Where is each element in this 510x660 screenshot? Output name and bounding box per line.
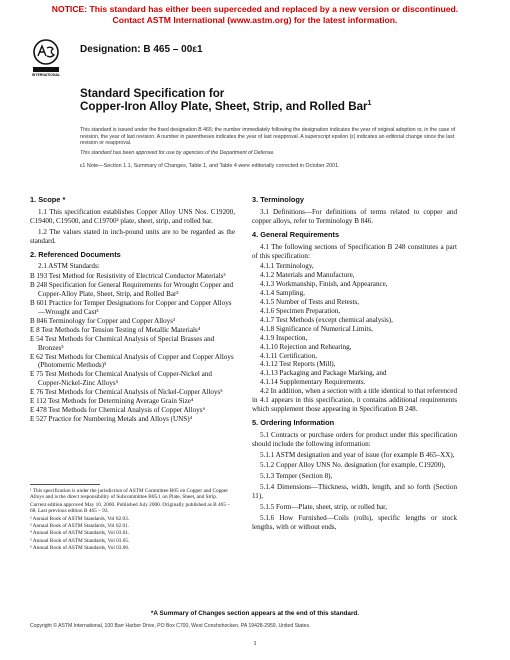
title-line-2: Copper-Iron Alloy Plate, Sheet, Strip, and Rolled Bar (80, 100, 368, 113)
footnote: ³ Annual Book of ASTM Standards, Vol 02.01. (30, 523, 130, 530)
list-item: 4.1.7 Test Methods (except chemical analysis), (260, 315, 393, 324)
list-item: 5.1.5 Form—Plate, sheet, strip, or rolled bar, (260, 503, 387, 512)
ref-item: E 75 Test Methods for Chemical Analysis of Copper-Nickel and Copper-Nickel-Zinc Alloys⁵ (30, 370, 212, 388)
editorial-note: ε1 Note—Section 1.1, Summary of Changes, Table 1, and Table 4 were editorially corrected in October 2001. (80, 163, 340, 169)
scope-1-1: 1.1 This specification establishes Copper Alloy UNS Nos. C19200, C19400, C19500, and C19700² plate, sheet, strip, and rolled bar. (30, 207, 235, 225)
title-line-1: Standard Specification for (80, 87, 225, 100)
ref-item: E 54 Test Methods for Chemical Analysis of Special Brasses and Bronzes⁵ (30, 334, 215, 352)
refs-heading: 2. Referenced Documents (30, 249, 121, 259)
footnote: ⁵ Annual Book of ASTM Standards, Vol 03.05. (30, 537, 130, 544)
ref-item: B 846 Terminology for Copper and Copper Alloys³ (30, 316, 176, 325)
list-item: 4.1.4 Sampling, (260, 289, 305, 298)
list-item: 4.1.10 Rejection and Rehearing, (260, 342, 352, 351)
list-item: 4.1.2 Materials and Manufacture, (260, 271, 355, 280)
list-item: 5.1.2 Copper Alloy UNS No. designation (for example, C19200), (260, 461, 446, 470)
footnote: ¹ This specification is under the jurisdiction of ASTM Committee B05 on Copper and Copper Alloys and is the direct responsibility of Subcommittee B05.1 on Plate, Sheet, and Strip. (30, 488, 229, 501)
astm-logo (31, 38, 61, 78)
supersede-notice (0, 4, 510, 26)
notice-link-line[interactable]: Contact ASTM International (www.astm.org) for the latest information. (112, 15, 398, 25)
footnote: Current edition approved May 10, 2000. Published July 2000. Originally published as B 465 – 68. Last previous edition B 465 – 93. (30, 501, 230, 515)
terminology-3-1: 3.1 Definitions—For definitions of terms related to copper and copper alloys, refer to Terminology B 846. (252, 207, 457, 225)
general-4-1: 4.1 The following sections of Specification B 248 constitutes a part of this specification: (252, 242, 457, 260)
terminology-heading: 3. Terminology (252, 195, 305, 204)
summary-of-changes-note: *A Summary of Changes section appears at the end of this standard. (150, 610, 360, 617)
ref-item: E 527 Practice for Numbering Metals and Alloys (UNS)⁴ (30, 414, 193, 423)
ref-item: E 112 Test Methods for Determining Average Grain Size⁴ (30, 397, 194, 406)
general-heading: 4. General Requirements (252, 229, 340, 239)
ref-item: E 478 Test Methods for Chemical Analysis of Copper Alloys⁶ (30, 405, 206, 414)
ref-item: E 8 Test Methods for Tension Testing of Metallic Materials⁴ (30, 325, 201, 334)
list-item: 4.1.13 Packaging and Package Marking, and (260, 369, 387, 378)
left-column (30, 196, 235, 429)
section-ordering-information (252, 419, 457, 532)
ref-item: B 193 Test Method for Resistivity of Electrical Conductor Materials³ (30, 272, 226, 281)
list-item: 4.1.14 Supplementary Requirements. (260, 378, 366, 387)
footnote: ⁴ Annual Book of ASTM Standards, Vol 03.01. (30, 530, 130, 537)
list-item: 5.1.1 ASTM designation and year of issue (for example B 465–XX), (260, 450, 455, 459)
footnote: ² Annual Book of ASTM Standards, Vol 02.03. (30, 515, 130, 522)
section-referenced-documents (30, 251, 235, 424)
section-scope (30, 196, 235, 246)
notice-line-1: NOTICE: This standard has either been superceded and replaced by a new version or discontinued. (51, 4, 459, 14)
astm-standards-label: 2.1 ASTM Standards: (38, 262, 100, 271)
list-item: 4.1.9 Inspection, (260, 333, 308, 342)
logo-caption: INTERNATIONAL (31, 73, 61, 77)
ordering-5-1: 5.1 Contracts or purchase orders for product under this specification should include the following information: (252, 430, 457, 448)
ref-item: E 76 Test Methods for Chemical Analysis of Nickel-Copper Alloys⁵ (30, 388, 223, 397)
list-item: 5.1.6 How Furnished—Coils (rolls), specific lengths or stock lengths, with or without ends, (252, 514, 457, 531)
ref-item: B 248 Specification for General Requirements for Wrought Copper and Copper-Alloy Plate, Sheet, Strip, and Rolled Bar³ (30, 281, 234, 299)
title-footnote-mark: 1 (367, 100, 372, 108)
page-number: 1 (253, 640, 257, 647)
section-terminology (252, 196, 457, 226)
footnotes (30, 484, 235, 553)
list-item: 5.1.4 Dimensions—Thickness, width, length, and so forth (Section 11), (252, 483, 457, 501)
list-item: 4.1.6 Specimen Preparation, (260, 306, 341, 315)
footnote: ⁶ Annual Book of ASTM Standards, Vol 03.06. (30, 545, 130, 552)
dod-approval: This standard has been approved for use by agencies of the Department of Defense. (80, 149, 275, 156)
ref-item: E 62 Test Methods for Chemical Analysis of Copper and Copper Alloys (Photometric Methods)⁵ (30, 352, 234, 370)
issuance-note (80, 127, 470, 159)
copyright: Copyright © ASTM International, 100 Barr Harbor Drive, PO Box C700, West Conshohocken, PA 19428-2959, United States. (30, 623, 311, 629)
section-general-requirements (252, 231, 457, 414)
designation: Designation: B 465 – 00ε1 (80, 44, 203, 55)
ordering-heading: 5. Ordering Information (252, 417, 335, 427)
list-item: 4.1.12 Test Reports (Mill), (260, 360, 336, 369)
list-item: 5.1.3 Temper (Section 8), (260, 472, 333, 481)
document-title (80, 87, 371, 113)
right-column (252, 196, 457, 537)
issued-text: This standard is issued under the fixed designation B 465; the number immediately following the designation indicates the year of original adoption or, in the case of revision, the year of last revision. A number in parentheses indicates the year of last reapproval. A superscript epsilon (ε) indicates an editorial change since the last revision or reapproval. (80, 127, 456, 147)
scope-heading: 1. Scope * (30, 195, 66, 204)
footnote-rule (30, 484, 100, 485)
list-item: 4.1.8 Significance of Numerical Limits, (260, 324, 373, 333)
general-4-2: 4.2 In addition, when a section with a title identical to that referenced in 4.1 appears in this specification, it contains additional requirements which supplement those appearing in Specification B 248. (252, 387, 457, 413)
list-item: 4.1.11 Certification, (260, 351, 317, 360)
list-item: 4.1.1 Terminology, (260, 262, 314, 271)
list-item: 4.1.5 Number of Tests and Retests, (260, 298, 360, 307)
scope-1-2: 1.2 The values stated in inch-pound units are to be regarded as the standard. (30, 227, 235, 245)
list-item: 4.1.3 Workmanship, Finish, and Appearance, (260, 280, 388, 289)
ref-item: B 601 Practice for Temper Designations for Copper and Copper Alloys—Wrought and Cast³ (30, 299, 232, 316)
